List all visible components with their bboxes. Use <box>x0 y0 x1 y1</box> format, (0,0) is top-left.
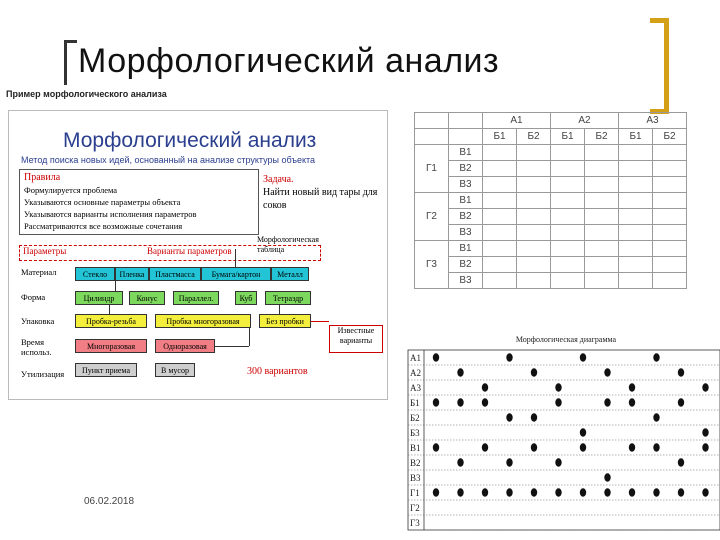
dot-chart-point <box>555 458 561 466</box>
dot-chart-point <box>702 428 708 436</box>
morph-table-label: Морфологическая таблица <box>257 235 319 254</box>
dot-chart-row-label: Г2 <box>410 503 420 513</box>
table-row-label: В1 <box>449 145 483 161</box>
dot-chart-point <box>482 488 488 496</box>
table-row-label: В3 <box>449 225 483 241</box>
dot-chart-row-label: В3 <box>410 473 421 483</box>
dot-chart-point <box>678 458 684 466</box>
rule-item: Указываются основные параметры объекта <box>24 197 181 207</box>
diagram-title: Морфологический анализ <box>63 129 317 152</box>
known-variants-box: Известные варианты <box>329 325 383 353</box>
variant-cell: Без пробки <box>259 314 311 328</box>
variant-cell: Пробка-резьба <box>75 314 147 328</box>
dot-chart-point <box>433 398 439 406</box>
dot-chart-point <box>433 353 439 361</box>
variant-cell: Многоразовая <box>75 339 147 353</box>
dot-chart-point <box>457 488 463 496</box>
table-row-label: В1 <box>449 193 483 209</box>
dot-chart-point <box>457 458 463 466</box>
dot-chart-point <box>604 398 610 406</box>
table-row-label: В3 <box>449 177 483 193</box>
connector-line <box>249 328 250 346</box>
dot-chart-point <box>482 383 488 391</box>
variant-cell: Тетраэдр <box>265 291 311 305</box>
params-header: Параметры <box>23 246 67 256</box>
table-row-group: Г1 <box>415 145 449 193</box>
variant-cell: Бумага/картон <box>201 267 271 281</box>
row-label-time: Время использ. <box>21 337 52 357</box>
rules-box <box>19 169 259 235</box>
dot-chart-point <box>702 488 708 496</box>
connector-line <box>235 249 236 267</box>
dot-chart-point <box>580 428 586 436</box>
table-sub-header: Б1 <box>483 129 517 145</box>
variant-cell: Куб <box>235 291 257 305</box>
variant-cell: Пункт приема <box>75 363 137 377</box>
variants-header: Варианты параметров <box>147 246 232 256</box>
dot-chart-point <box>482 398 488 406</box>
variant-cell: Одноразовая <box>155 339 215 353</box>
table-row-group: Г3 <box>415 241 449 289</box>
table-sub-header: Б2 <box>585 129 619 145</box>
slide-title: Морфологический анализ <box>78 42 500 80</box>
dot-chart-row-label: А3 <box>410 383 421 393</box>
dot-chart-point <box>629 488 635 496</box>
table-corner <box>449 113 483 129</box>
dot-chart-point <box>678 398 684 406</box>
dot-chart-point <box>629 383 635 391</box>
dot-chart-point <box>629 443 635 451</box>
rules-heading: Правила <box>24 172 61 183</box>
table-group-header: A2 <box>551 113 619 129</box>
dot-chart-point <box>653 413 659 421</box>
diagram-subtitle: Метод поиска новых идей, основанный на анализе структуры объекта <box>21 155 316 165</box>
variant-cell: В мусор <box>155 363 195 377</box>
task-heading: Задача. <box>263 174 294 185</box>
table-row-label: В1 <box>449 241 483 257</box>
dot-chart-row-label: Б2 <box>410 413 420 423</box>
connector-line <box>109 305 110 314</box>
dot-chart-point <box>506 353 512 361</box>
table-sub-header: Б1 <box>551 129 585 145</box>
morph-diagram <box>8 110 388 400</box>
variant-cell: Металл <box>271 267 309 281</box>
morph-dot-chart <box>406 328 720 532</box>
variants-count: 300 вариантов <box>247 366 308 377</box>
dot-chart-point <box>433 488 439 496</box>
dot-chart-point <box>457 398 463 406</box>
dot-chart-point <box>555 383 561 391</box>
table-group-header: A1 <box>483 113 551 129</box>
dot-chart-point <box>457 368 463 376</box>
connector-line <box>311 321 329 322</box>
title-bracket-right <box>650 18 669 114</box>
dot-chart-point <box>555 488 561 496</box>
table-corner <box>415 129 449 145</box>
table-row-label: В3 <box>449 273 483 289</box>
table-group-header: A3 <box>619 113 687 129</box>
dot-chart-point <box>678 368 684 376</box>
dot-chart-point <box>482 443 488 451</box>
connector-line <box>115 281 116 291</box>
dot-chart-point <box>653 488 659 496</box>
table-row-label: В2 <box>449 161 483 177</box>
table-row-label: В2 <box>449 209 483 225</box>
connector-line <box>279 305 280 314</box>
table-row-group: Г2 <box>415 193 449 241</box>
variant-cell: Параллел. <box>173 291 219 305</box>
dot-chart-point <box>531 413 537 421</box>
dot-chart-row-label: Г1 <box>410 488 420 498</box>
dot-chart-point <box>629 398 635 406</box>
table-corner <box>415 113 449 129</box>
task-box <box>263 173 381 212</box>
task-text: Найти новый вид тары для соков <box>263 187 378 211</box>
dot-chart-point <box>555 398 561 406</box>
table-sub-header: Б1 <box>619 129 653 145</box>
dot-chart-row-label: В2 <box>410 458 421 468</box>
dot-chart-point <box>531 488 537 496</box>
dot-chart-point <box>580 488 586 496</box>
rule-item: Указываются варианты исполнения параметров <box>24 209 197 219</box>
row-label-form: Форма <box>21 292 46 302</box>
table-row-label: В2 <box>449 257 483 273</box>
rule-item: Формулируется проблема <box>24 185 118 195</box>
dot-chart-row-label: Б1 <box>410 398 420 408</box>
dot-chart-point <box>702 443 708 451</box>
dot-chart-row-label: Г3 <box>410 518 420 528</box>
dot-chart-point <box>531 443 537 451</box>
dot-chart-point <box>506 488 512 496</box>
dot-chart-point <box>678 488 684 496</box>
table-sub-header: Б2 <box>517 129 551 145</box>
dot-chart-point <box>604 368 610 376</box>
title-bracket-left <box>64 40 77 85</box>
dot-chart-point <box>702 383 708 391</box>
variant-cell: Стекло <box>75 267 115 281</box>
dot-chart-row-label: А1 <box>410 353 421 363</box>
dot-chart-point <box>580 353 586 361</box>
row-label-material: Материал <box>21 267 57 277</box>
dot-chart-point <box>580 443 586 451</box>
dot-chart-title: Морфологическая диаграмма <box>515 335 617 344</box>
row-label-pack: Упаковка <box>21 316 55 326</box>
dot-chart-point <box>604 473 610 481</box>
slide-date: 06.02.2018 <box>84 496 135 507</box>
table-sub-header: Б2 <box>653 129 687 145</box>
dot-chart-point <box>653 443 659 451</box>
dot-chart-row-label: Б3 <box>410 428 420 438</box>
rule-item: Рассматриваются все возможные сочетания <box>24 221 183 231</box>
connector-line <box>215 346 249 347</box>
slide-subtitle: Пример морфологического анализа <box>6 89 167 99</box>
dot-chart-point <box>604 488 610 496</box>
row-label-disposal: Утилизация <box>21 369 65 379</box>
variant-cell: Конус <box>129 291 165 305</box>
dot-chart-row-label: А2 <box>410 368 421 378</box>
variant-cell: Пленка <box>115 267 149 281</box>
morph-table <box>414 112 687 289</box>
dot-chart-point <box>531 368 537 376</box>
variant-cell: Цилиндр <box>75 291 123 305</box>
variant-cell: Пластмасса <box>149 267 201 281</box>
dot-chart-point <box>506 413 512 421</box>
dot-chart-point <box>433 443 439 451</box>
dot-chart-row-label: В1 <box>410 443 421 453</box>
dot-chart-point <box>653 353 659 361</box>
table-corner <box>449 129 483 145</box>
variant-cell: Пробка многоразовая <box>155 314 251 328</box>
dot-chart-point <box>506 458 512 466</box>
